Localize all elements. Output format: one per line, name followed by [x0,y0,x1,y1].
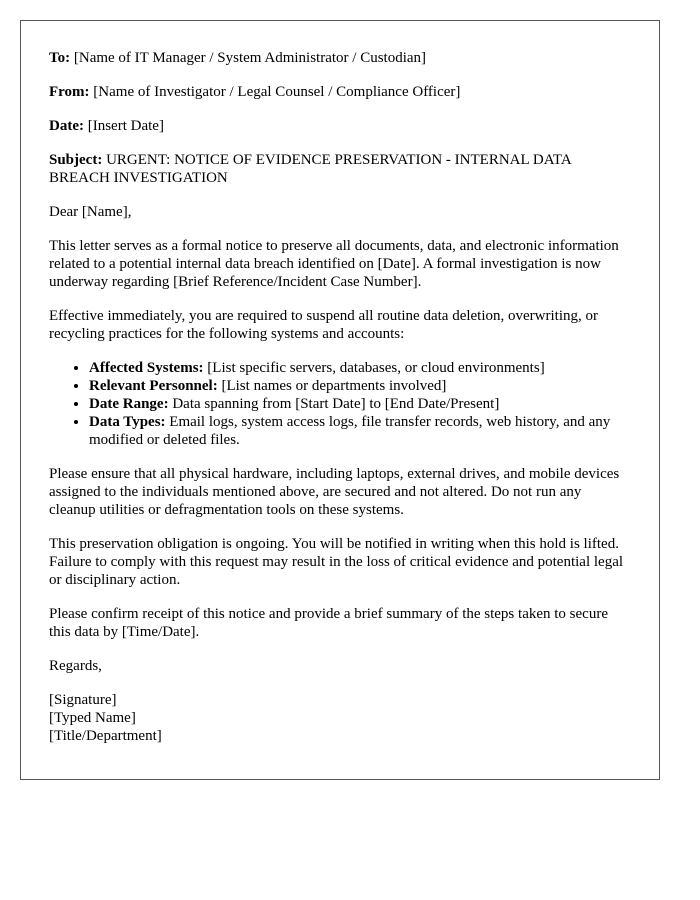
date-line [49,117,631,135]
list-item [89,413,631,449]
subject-line [49,151,631,187]
paragraph-intro: This letter serves as a formal notice to preserve all documents, data, and electronic information related to a potential internal data breach identified on [Date]. A formal investigation is now underway regarding [Brief Reference/Incident Case Number]. [49,238,619,290]
list-item-label: Data Types: [89,414,166,430]
list-item-text: [List specific servers, databases, or cloud environments] [207,360,545,376]
to-label: To: [49,50,71,66]
to-value: [Name of IT Manager / System Administrator / Custodian] [73,50,427,66]
paragraph-instructions: Effective immediately, you are required to suspend all routine data deletion, overwriting, or recycling practices for the following systems and accounts: [49,308,598,342]
from-line [49,83,631,101]
list-item [89,377,631,395]
list-item [89,395,631,413]
paragraph-confirm: Please confirm receipt of this notice and provide a brief summary of the steps taken to secure this data by [Time/Date]. [49,606,608,640]
title-department-line: [Title/Department] [49,728,162,744]
list-item-label: Relevant Personnel: [89,378,218,394]
subject-label: Subject: [49,152,103,168]
date-label: Date: [49,118,84,134]
letter-document [20,20,660,780]
list-item-text: Email logs, system access logs, file transfer records, web history, and any modified or deleted files. [89,414,611,448]
list-item-text: [List names or departments involved] [221,378,447,394]
paragraph-obligation: This preservation obligation is ongoing. You will be notified in writing when this hold is lifted. Failure to comply with this request may result in the loss of critical evidence and potential legal or disciplinary action. [49,536,624,588]
list-item-label: Affected Systems: [89,360,204,376]
from-value: [Name of Investigator / Legal Counsel / Compliance Officer] [93,84,461,100]
to-line [49,49,631,67]
date-value: [Insert Date] [87,118,164,134]
greeting: Dear [Name], [49,204,132,220]
closing: Regards, [49,658,102,674]
signature-line: [Signature] [49,692,117,708]
from-label: From: [49,84,90,100]
typed-name-line: [Typed Name] [49,710,136,726]
list-item-label: Date Range: [89,396,169,412]
list-item-text: Data spanning from [Start Date] to [End Date/Present] [172,396,500,412]
paragraph-hardware: Please ensure that all physical hardware, including laptops, external drives, and mobile devices assigned to the individuals mentioned above, are secured and not altered. Do not run any cleanup utilities or defragmentation tools on these systems. [49,466,620,518]
preservation-list [49,359,631,449]
subject-value: URGENT: NOTICE OF EVIDENCE PRESERVATION - INTERNAL DATA BREACH INVESTIGATION [49,152,571,186]
list-item [89,359,631,377]
signature-block [49,691,631,745]
